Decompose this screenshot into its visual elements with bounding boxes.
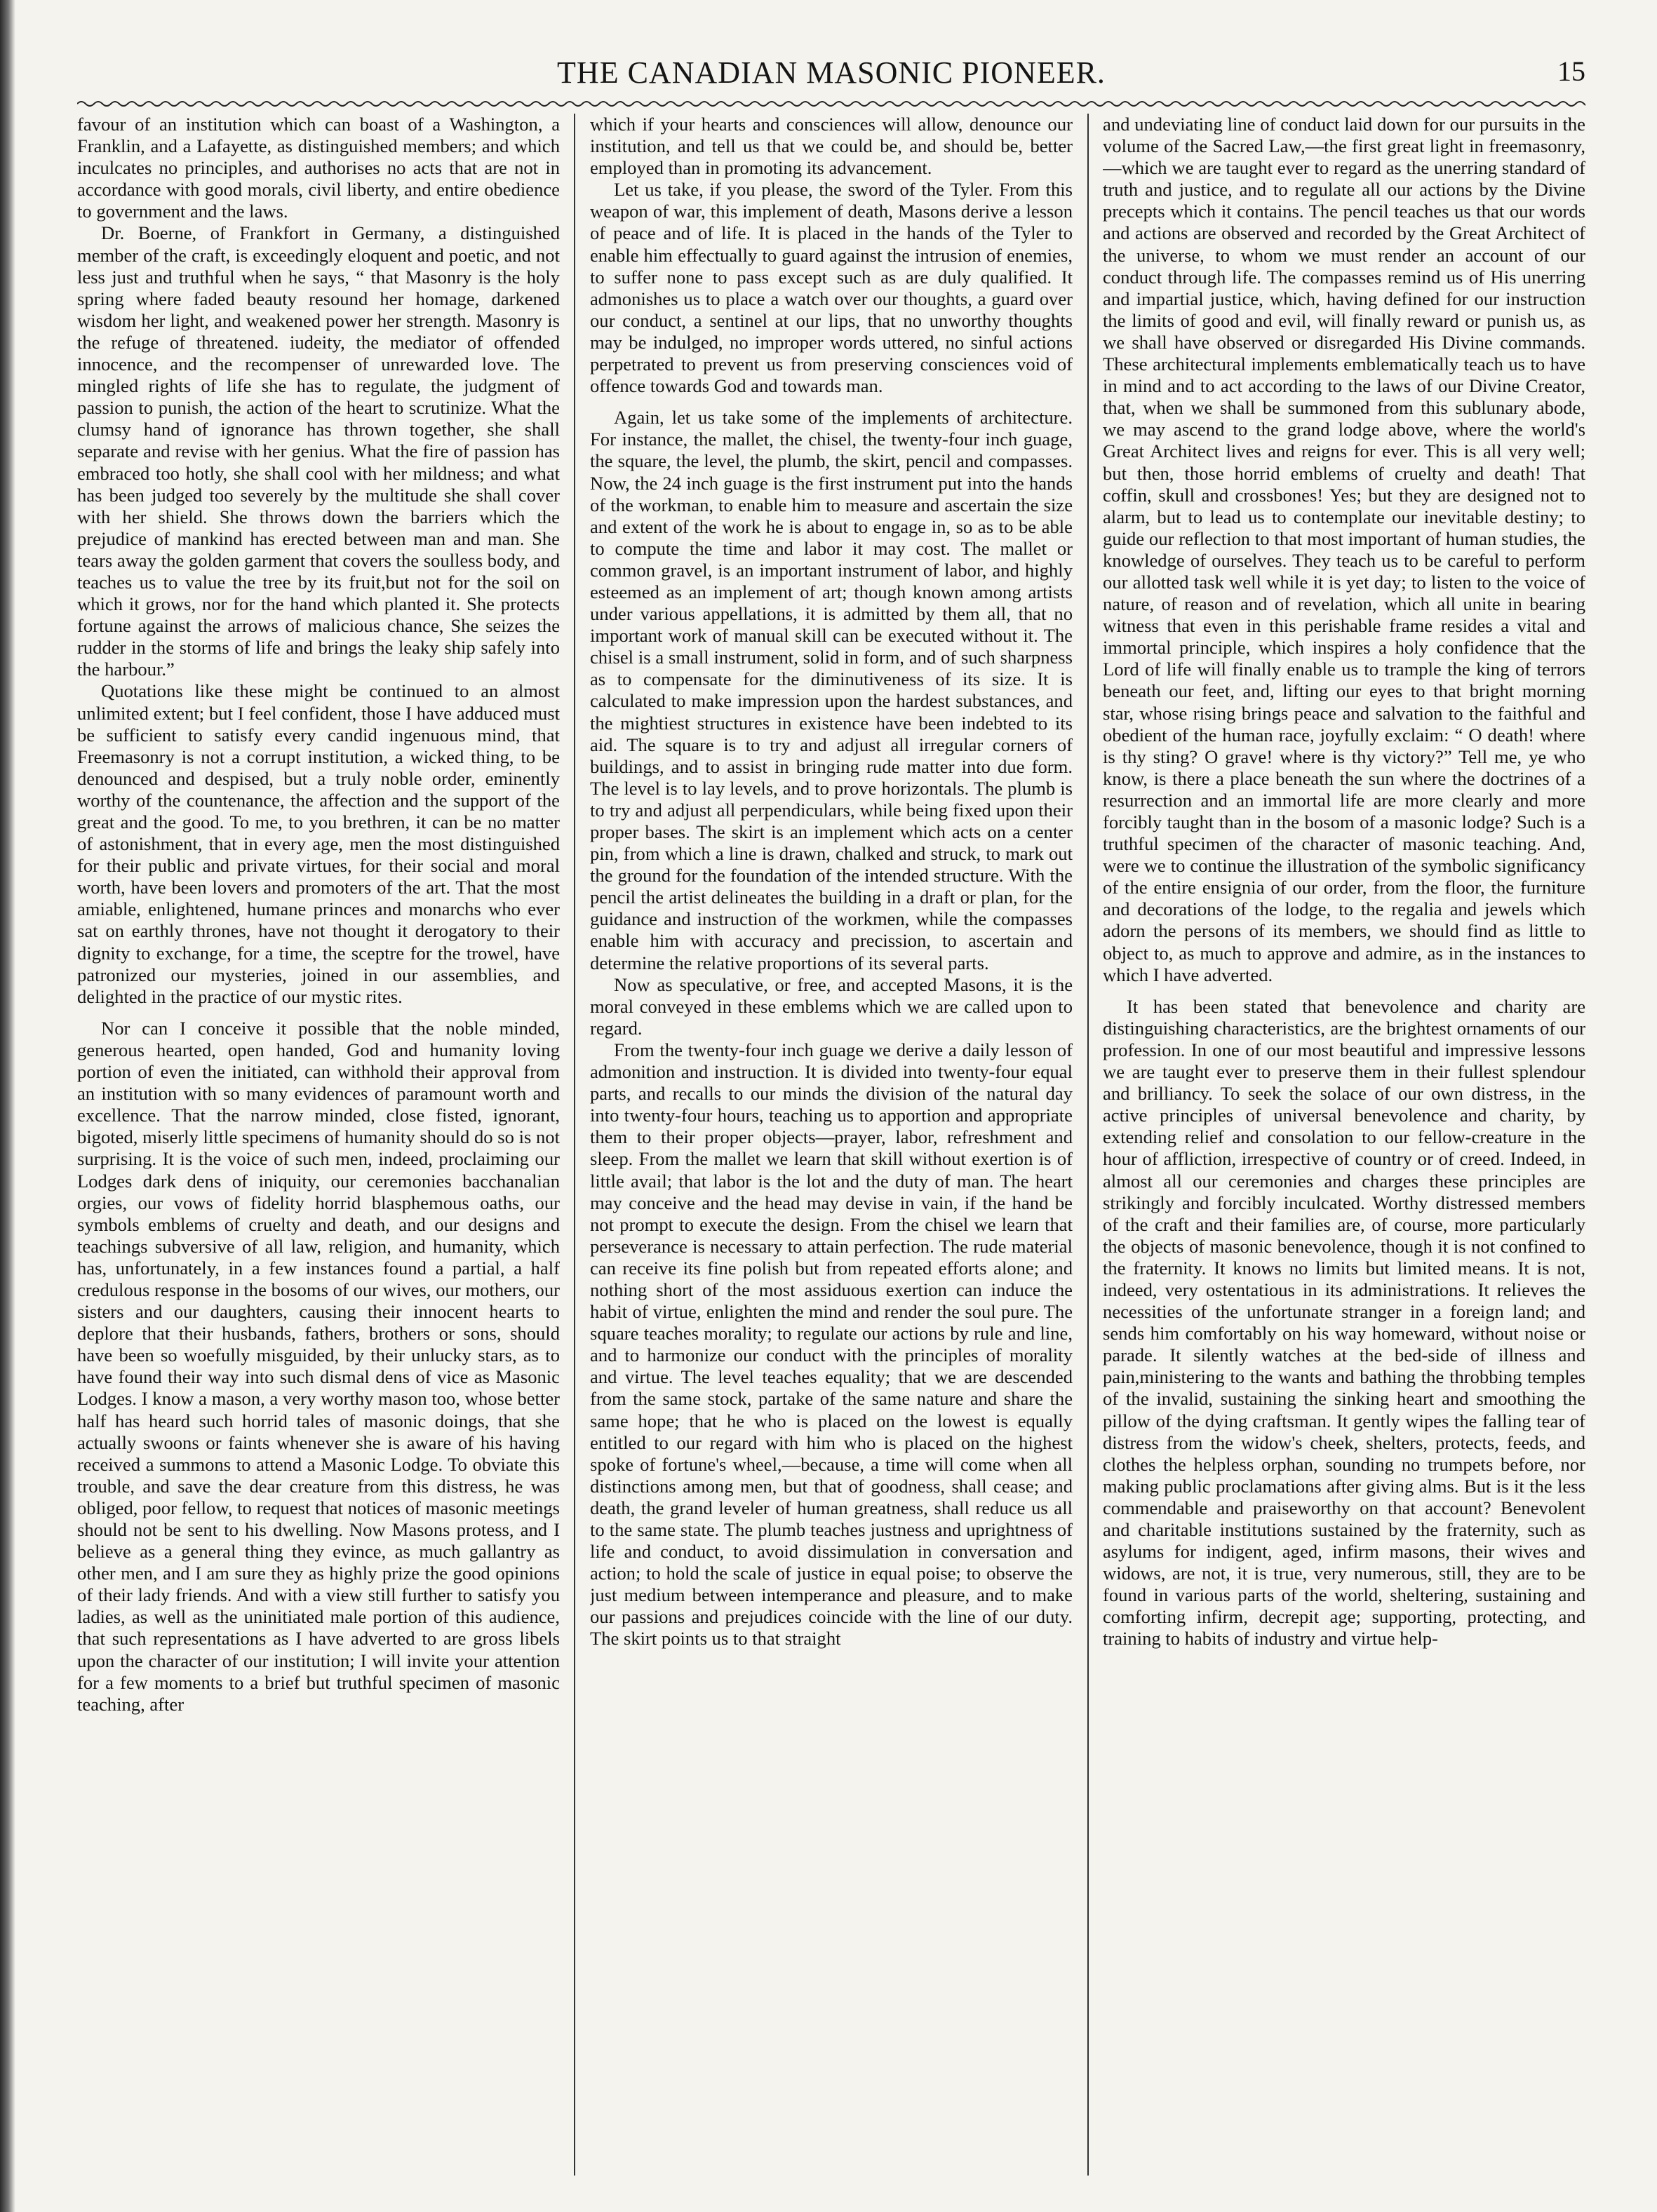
magazine-page [77,49,1585,2176]
page-edge-shadow [0,0,15,2212]
paragraph: Dr. Boerne, of Frankfort in Germany, a distinguished member of the craft, is exceedingly eloquent and poetic, and not less just and truthful when he says, “ that Masonry is the holy spring where faded beauty resound her homage, darkened wisdom her light, and weakened power her strength. Masonry is the refuge of threatened. iudeity, the mediator of offended innocence, and the recompenser of unrewarded love. The mingled rights of life she has to regulate, the judgment of passion to punish, the action of the heart to scrutinize. What the clumsy hand of ignorance has thrown together, she shall separate and revise with her genius. What the fire of passion has embraced too hotly, she shall cool with her mildness; and what has been judged too severely by the multitude she shall cover with her shield. She throws down the barriers which the prejudice of mankind has erected between man and man. She tears away the golden garment that covers the soulless body, and teaches us to value the tree by its fruit,but not for the soil on which it grows, nor for the hand which planted it. She protects fortune against the arrows of malicious chance, She seizes the rudder in the storms of life and brings the leaky ship safely into the harbour.” [77,222,560,680]
page-number: 15 [1557,55,1585,87]
column-2 [590,114,1073,2176]
paragraph: Now as speculative, or free, and accepted Masons, it is the moral conveyed in these emblems which we are called upon to regard. [590,973,1073,1039]
column-divider [1087,114,1089,2176]
paragraph: It has been stated that benevolence and charity are distinguishing characteristics, are the brightest ornaments of our profession. In one of our most beautiful and impressive lessons we are taught ever to preserve them in their fullest splendour and brilliancy. To seek the solace of our own distress, in the active principles of universal benevolence and charity, by extending relief and consolation to our fellow-creature in the hour of affliction, irrespective of country or of creed. Indeed, in almost all our ceremonies and charges these principles are strikingly and forcibly inculcated. Worthy distressed members of the craft and their families are, of course, more particularly the objects of masonic benevolence, though it is not confined to the fraternity. It knows no limits but limited means. It is not, indeed, very ostentatious in its administrations. It relieves the necessities of the unfortunate stranger in a foreign land; and sends him comfortably on his way homeward, without noise or parade. It silently watches at the bed-side of illness and pain,ministering to the wants and bathing the throbbing temples of the invalid, sustaining the sinking heart and smoothing the pillow of the dying craftsman. It gently wipes the falling tear of distress from the widow's cheek, shelters, protects, feeds, and clothes the helpless orphan, sounding no trumpets before, nor making public proclamations after giving alms. But is it the less commendable and praiseworthy on that account? Benevolent and charitable institutions sustained by the fraternity, such as asylums for indigent, aged, infirm masons, their wives and widows, are not, it is true, very numerous, still, they are to be found in various parts of the world, sheltering, sustaining and comforting infirm, decrepit age; supporting, protecting, and training to habits of industry and virtue help- [1103,995,1585,1650]
paragraph: Quotations like these might be continued to an almost unlimited extent; but I feel confident, those I have adduced must be sufficient to satisfy every candid ingenuous mind, that Freemasonry is not a corrupt institution, a wicked thing, to be denounced and despised, but a truly noble order, eminently worthy of the countenance, the affection and the support of the great and the good. To me, to you brethren, it can be no matter of astonishment, that in every age, men the most distinguished for their public and private virtues, for their social and moral worth, have been lovers and promoters of the art. That the most amiable, enlightened, humane princes and monarchs who ever sat on earthly thrones, have not thought it derogatory to their dignity to exchange, for a time, the sceptre for the trowel, have patronized our mysteries, joined in our assemblies, and delighted in the practice of our mystic rites. [77,680,560,1007]
text-columns [77,114,1585,2176]
page-title: THE CANADIAN MASONIC PIONEER. [557,55,1106,90]
column-3 [1103,114,1585,2176]
paragraph: and undeviating line of conduct laid down for our pursuits in the volume of the Sacred Law,—the first great light in freemasonry,—which we are taught ever to regard as the unerring standard of truth and justice, and to regulate all our actions by the Divine precepts which it contains. The pencil teaches us that our words and actions are observed and recorded by the Great Architect of the universe, to whom we must render an account of our conduct through life. The compasses remind us of His unerring and impartial justice, which, having defined for our instruction the limits of good and evil, will finally reward or punish us, as we shall have observed or disregarded His Divine commands. These architectural implements emblematically teach us to have in mind and to act according to the laws of our Divine Creator, that, when we shall be summoned from this sublunary abode, we may ascend to the grand lodge above, where the world's Great Architect lives and reigns for ever. This is all very well; but then, those horrid emblems of cruelty and death! That coffin, skull and crossbones! Yes; but they are designed not to alarm, but to lead us to contemplate our inevitable destiny; to guide our reflection to that most important of human studies, the knowledge of ourselves. They teach us to be careful to perform our allotted task well while it is yet day; to listen to the voice of nature, of reason and of revelation, which all unite in bearing witness that even in this perishable frame resides a vital and immortal principle, which inspires a holy confidence that the Lord of life will finally enable us to trample the king of terrors beneath our feet, and, lifting our eyes to that bright morning star, whose rising brings peace and salvation to the faithful and obedient of the human race, joyfully exclaim: “ O death! where is thy sting? O grave! where is thy victory?” Tell me, ye who know, is there a place beneath the sun where the doctrines of a resurrection and an immortal life are more clearly and more forcibly taught than in the bosom of a masonic lodge? Such is a truthful specimen of the character of masonic teaching. And, were we to continue the illustration of the symbolic significancy of the entire ensignia of our order, from the floor, the furniture and decorations of the lodge, to the regalia and jewels which adorn the persons of its members, we should find as little to object to, as much to approve and admire, as in the instances to which I have adverted. [1103,114,1585,985]
wavy-rule [77,98,1585,109]
paragraph: Again, let us take some of the implements of architecture. For instance, the mallet, the chisel, the twenty-four inch guage, the square, the level, the plumb, the skirt, pencil and compasses. Now, the 24 inch guage is the first instrument put into the hands of the workman, to enable him to measure and ascertain the size and extent of the work he is about to engage in, so as to be able to compute the time and labor it may cost. The mallet or common gravel, is an important instrument of labor, and highly esteemed as an implement of art; though known among artists under various appellations, it is admitted by them all, that no important work of manual skill can be executed without it. The chisel is a small instrument, solid in form, and of such sharpness as to compensate for the diminutiveness of its size. It is calculated to make impression upon the hardest substances, and the mightiest structures in existence have been indebted to its aid. The square is to try and adjust all irregular corners of buildings, and to assist in bringing rude matter into due form. The level is to lay levels, and to prove horizontals. The plumb is to try and adjust all perpendiculars, while being fixed upon their proper bases. The skirt is an implement which acts on a center pin, from which a line is drawn, chalked and struck, to mark out the ground for the foundation of the intended structure. With the pencil the artist delineates the building in a draft or plan, for the guidance and instruction of the workmen, while the compasses enable him with accuracy and precission, to ascertain and determine the relative proportions of its several parts. [590,407,1073,973]
paragraph: From the twenty-four inch guage we derive a daily lesson of admonition and instruction. It is divided into twenty-four equal parts, and recalls to our minds the division of the natural day into twenty-four hours, teaching us to apportion and appropriate them to their proper objects—prayer, labor, refreshment and sleep. From the mallet we learn that skill without exertion is of little avail; that labor is the lot and the duty of man. The heart may conceive and the head may devise in vain, if the hand be not prompt to execute the design. From the chisel we learn that perseverance is necessary to attain perfection. The rude material can receive its fine polish but from repeated efforts alone; and nothing short of the most assiduous exertion can induce the habit of virtue, enlighten the mind and render the soul pure. The square teaches morality; to regulate our actions by rule and line, and to harmonize our conduct with the principles of morality and virtue. The level teaches equality; that we are descended from the same stock, partake of the same nature and share the same hope; that he who is placed on the lowest is equally entitled to our regard with him who is placed on the highest spoke of fortune's wheel,—because, a time will come when all distinctions among men, but that of goodness, shall cease; and death, the grand leveler of human greatness, shall reduce us all to the same state. The plumb teaches justness and uprightness of life and conduct, to avoid dissimulation in conversation and action; to hold the scale of justice in equal poise; to observe the just medium between intemperance and pleasure, and to make our passions and prejudices coincide with the line of our duty. The skirt points us to that straight [590,1039,1073,1650]
paragraph: which if your hearts and consciences will allow, denounce our institution, and tell us that we could be, and should be, better employed than in promoting its advancement. [590,114,1073,179]
paragraph: Let us take, if you please, the sword of the Tyler. From this weapon of war, this implement of death, Masons derive a lesson of peace and of life. It is placed in the hands of the Tyler to enable him effectually to guard against the intrusion of enemies, to suffer none to pass except such as are duly qualified. It admonishes us to place a watch over our thoughts, a guard over our conduct, a sentinel at our lips, that no unworthy thoughts may be indulged, no improper words uttered, no sinful actions perpetrated to prevent us from preserving consciences void of offence towards God and towards man. [590,179,1073,397]
paragraph: favour of an institution which can boast of a Washington, a Franklin, and a Lafayette, as distinguished members; and which inculcates no principles, and authorises no acts that are not in accordance with good morals, civil liberty, and entire obedience to government and the laws. [77,114,560,222]
paragraph: Nor can I conceive it possible that the noble minded, generous hearted, open handed, God and humanity loving portion of even the initiated, can withhold their approval from an institution with so many evidences of paramount worth and excellence. That the narrow minded, close fisted, ignorant, bigoted, miserly little specimens of humanity should do so is not surprising. It is the voice of such men, indeed, proclaiming our Lodges dark dens of iniquity, our ceremonies bacchanalian orgies, our vows of fidelity horrid blasphemous oaths, our symbols emblems of cruelty and death, and our designs and teachings subversive of all law, religion, and humanity, which has, unfortunately, in a few instances found a partial, a half credulous response in the bosoms of our wives, our mothers, our sisters and our daughters, causing their innocent hearts to deplore that their husbands, fathers, brothers or sons, should have been so woefully misguided, by their unlucky stars, as to have found their way into such dismal dens of vice as Masonic Lodges. I know a mason, a very worthy mason too, whose better half has heard such horrid tales of masonic doings, that she actually swoons or faints whenever she is aware of his having received a summons to attend a Masonic Lodge. To obviate this trouble, and save the dear creature from this distress, he was obliged, poor fellow, to request that notices of masonic meetings should not be sent to his dwelling. Now Masons protess, and I believe as a general thing they evince, as much gallantry as other men, and I am sure they as highly prize the good opinions of their lady friends. And with a view still further to satisfy you ladies, as well as the uninitiated male portion of this audience, that such representations as I have adverted to are gross libels upon the character of our institution; I will invite your attention for a few moments to a brief but truthful specimen of masonic teaching, after [77,1017,560,1715]
running-header [77,49,1585,98]
column-divider [574,114,575,2176]
column-1 [77,114,560,2176]
